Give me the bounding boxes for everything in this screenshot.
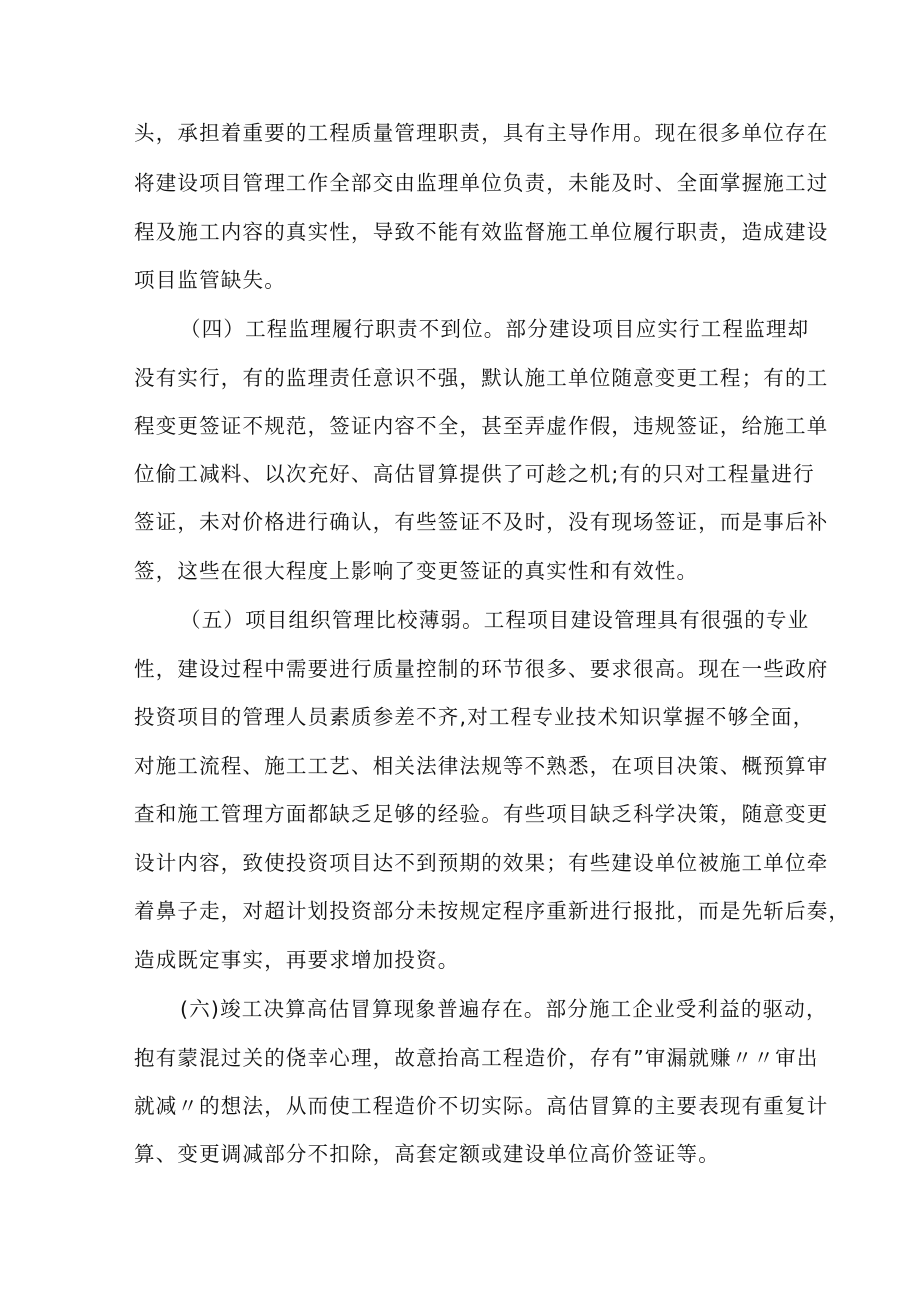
text-line: 算、变更调减部分不扣除，高套定额或建设单位高价签证等。 [134, 1142, 720, 1166]
text-line: 程变更签证不规范，签证内容不全，甚至弄虚作假，违规签证，给施工单 [134, 414, 829, 438]
text-line: 程及施工内容的真实性，导致不能有效监督施工单位履行职责，造成建设 [134, 220, 829, 244]
paragraph-heading-line: (六)竣工决算高估冒算现象普遍存在。部分施工企业受利益的驱动， [180, 997, 828, 1021]
text-line: 位偷工减料、以次充好、高估冒算提供了可趁之机;有的只对工程量进行 [134, 462, 815, 486]
text-line: 头，承担着重要的工程质量管理职责，具有主导作用。现在很多单位存在 [134, 121, 829, 145]
text-line: 查和施工管理方面都缺乏足够的经验。有些项目缺乏科学决策，随意变更 [134, 802, 829, 826]
text-line: 签，这些在很大程度上影响了变更签证的真实性和有效性。 [134, 559, 699, 583]
text-line: 就减〃的想法，从而使工程造价不切实际。高估冒算的主要表现有重复计 [134, 1094, 829, 1118]
text-line: 项目监管缺失。 [134, 268, 286, 292]
text-line: 投资项目的管理人员素质参差不齐,对工程专业技术知识掌握不够全面， [134, 705, 815, 729]
text-line: 设计内容，致使投资项目达不到预期的效果；有些建设单位被施工单位牵 [134, 851, 829, 875]
text-line: 抱有蒙混过关的侥幸心理，故意抬高工程造价，存有”审漏就赚〃〃审出 [134, 1046, 819, 1070]
text-line: 签证，未对价格进行确认，有些签证不及时，没有现场签证，而是事后补 [134, 510, 829, 534]
text-line: 将建设项目管理工作全部交由监理单位负责，未能及时、全面掌握施工过 [134, 171, 829, 195]
paragraph-heading-line: （四）工程监理履行职责不到位。部分建设项目应实行工程监理却 [180, 317, 810, 341]
text-line: 造成既定事实，再要求增加投资。 [134, 948, 460, 972]
text-line: 没有实行，有的监理责任意识不强，默认施工单位随意变更工程；有的工 [134, 366, 829, 390]
text-line: 性，建设过程中需要进行质量控制的环节很多、要求很高。现在一些政府 [134, 657, 829, 681]
paragraph-heading-line: （五）项目组织管理比校薄弱。工程项目建设管理具有很强的专业 [180, 608, 810, 632]
text-line: 着鼻子走，对超计划投资部分未按规定程序重新进行报批，而是先斩后奏， [134, 899, 851, 923]
text-line: 对施工流程、施工工艺、相关法律法规等不熟悉，在项目决策、概预算审 [134, 754, 829, 778]
